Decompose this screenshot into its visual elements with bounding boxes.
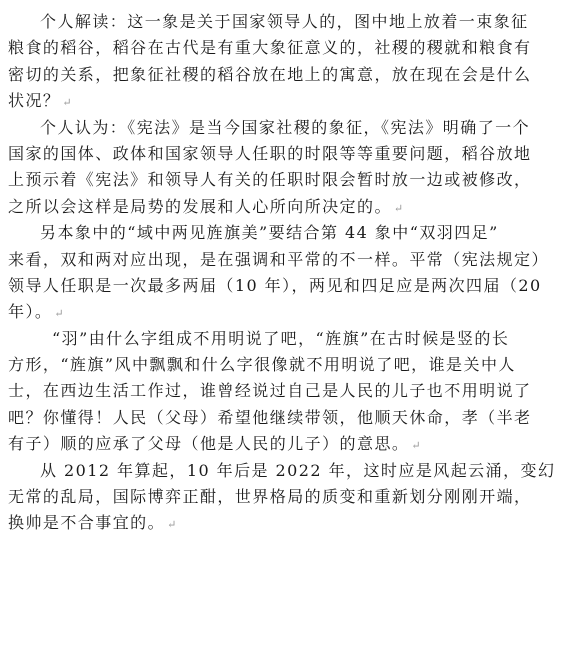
paragraph-2-line-1 (8, 115, 576, 141)
paragraph-1-line-4 (8, 88, 576, 114)
text-run: 个人认为：《宪法》是当今国家社稷的象征，《宪法》明确了一个 (40, 117, 531, 137)
paragraph-mark-icon: ↵ (54, 307, 66, 321)
paragraph-mark-icon: ↵ (167, 518, 178, 532)
text-run: 粮食的稻谷，稻谷在古代是有重大象征意义的，社稷的稷就和粮食有 (8, 38, 532, 58)
text-run: 个人解读：这一象是关于国家领导人的，图中地上放着一束象征 (40, 12, 529, 31)
text-run: 方形，“旌旗”风中飘飘和什么字很像就不用明说了吧，谁是关中人 (8, 355, 516, 375)
paragraph-5-line-3 (8, 510, 576, 536)
text-run: 上预示着《宪法》和领导人有关的任职时限会暂时放一边或被修改， (8, 170, 532, 190)
text-run: 来看，双和两对应出现，是在强调和平常的不一样。平常（宪法规定） (8, 249, 549, 269)
paragraph-4-line-1 (8, 326, 576, 352)
paragraph-3-line-2 (8, 247, 576, 273)
paragraph-2-line-2 (8, 141, 576, 167)
paragraph-3-line-4 (8, 299, 576, 325)
paragraph-4-line-2 (8, 352, 576, 378)
text-run: 之所以会这样是局势的发展和人心所向所决定的。 (8, 196, 392, 216)
paragraph-5-line-2 (8, 484, 576, 510)
text-run: 另本象中的“域中两见旌旗美”要结合第 44 象中“双羽四足” (40, 223, 499, 243)
text-run: 吧？你懂得！人民（父母）希望他继续带领，他顺天休命，孝（半老 (8, 407, 532, 427)
paragraph-1-line-3 (8, 62, 576, 88)
paragraph-1-line-1 (8, 9, 576, 35)
paragraph-mark-icon: ↵ (411, 439, 423, 453)
paragraph-mark-icon: ↵ (393, 201, 405, 215)
text-run: 密切的关系，把象征社稷的稻谷放在地上的寓意，放在现在会是什么 (8, 64, 532, 84)
text-run: 换帅是不合事宜的。 (8, 513, 166, 533)
paragraph-3-line-1 (8, 220, 576, 246)
text-run: “羽”由什么字组成不用明说了吧，“旌旗”在古时候是竖的长 (52, 328, 510, 348)
paragraph-4-line-3 (8, 378, 576, 404)
paragraph-mark-icon: ↵ (62, 96, 74, 110)
text-run: 从 2012 年算起，10 年后是 2022 年，这时应是风起云涌，变幻 (40, 460, 556, 480)
paragraph-1-line-2 (8, 35, 576, 61)
text-run: 状况？ (8, 91, 61, 111)
text-run: 国家的国体、政体和国家领导人任职的时限等等重要问题，稻谷放地 (8, 143, 532, 163)
text-run: 年）。 (8, 302, 53, 322)
paragraph-2-line-3 (8, 167, 576, 193)
text-run: 有子）顺的应承了父母（他是人民的儿子）的意思。 (8, 434, 410, 454)
paragraph-4-line-4 (8, 405, 576, 431)
text-run: 无常的乱局，国际博弈正酣，世界格局的质变和重新划分刚刚开端， (8, 487, 532, 507)
paragraph-5-line-1 (8, 458, 576, 484)
paragraph-2-line-4 (8, 194, 576, 220)
text-run: 士，在西边生活工作过，谁曾经说过自己是人民的儿子也不用明说了 (8, 381, 532, 401)
paragraph-3-line-3 (8, 273, 576, 299)
text-run: 领导人任职是一次最多两届（10 年），两见和四足应是两次四届（20 (8, 275, 542, 295)
paragraph-4-line-5 (8, 431, 576, 457)
